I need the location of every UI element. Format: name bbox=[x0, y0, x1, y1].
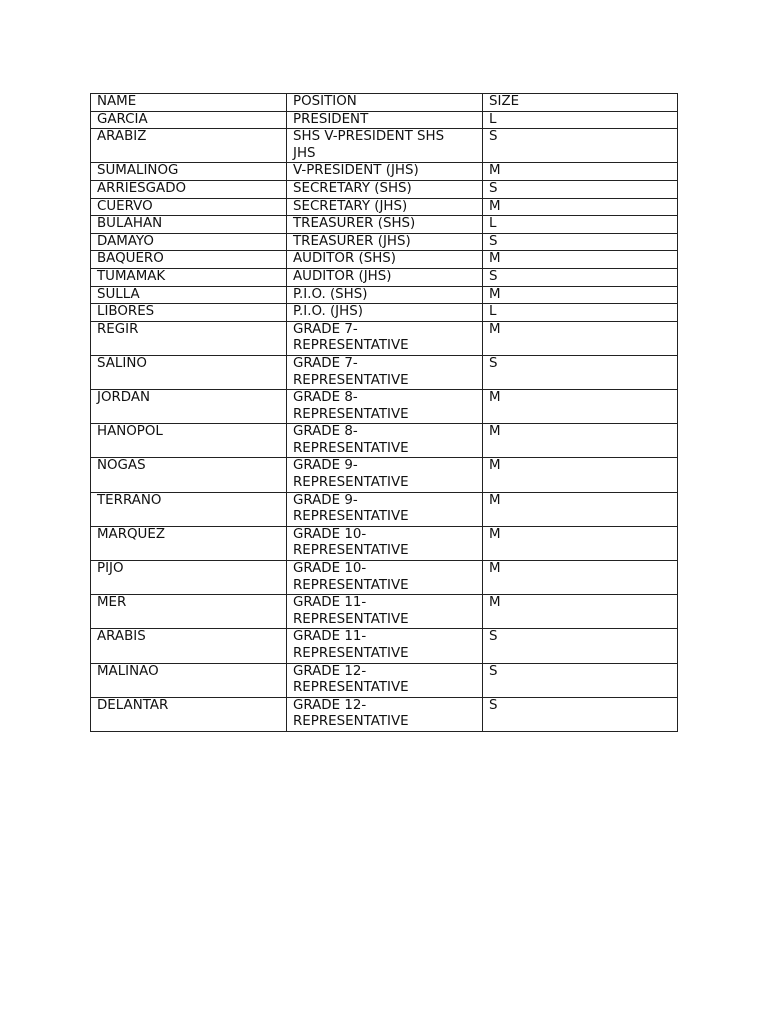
cell-name: REGIR bbox=[91, 321, 287, 355]
cell-size: M bbox=[483, 424, 678, 458]
table-row bbox=[91, 216, 678, 234]
table-row bbox=[91, 129, 678, 163]
cell-name: NOGAS bbox=[91, 458, 287, 492]
table-row bbox=[91, 663, 678, 697]
table-row bbox=[91, 268, 678, 286]
cell-name: LIBORES bbox=[91, 304, 287, 322]
cell-name: MER bbox=[91, 595, 287, 629]
cell-name: BULAHAN bbox=[91, 216, 287, 234]
cell-size: S bbox=[483, 697, 678, 731]
cell-position: GRADE 8- REPRESENTATIVE bbox=[287, 390, 483, 424]
cell-name: MARQUEZ bbox=[91, 526, 287, 560]
cell-name: MALINAO bbox=[91, 663, 287, 697]
cell-size: M bbox=[483, 390, 678, 424]
cell-name: TUMAMAK bbox=[91, 268, 287, 286]
cell-position: V-PRESIDENT (JHS) bbox=[287, 163, 483, 181]
cell-name: PIJO bbox=[91, 561, 287, 595]
cell-position: GRADE 10- REPRESENTATIVE bbox=[287, 561, 483, 595]
table-row bbox=[91, 198, 678, 216]
cell-position: P.I.O. (JHS) bbox=[287, 304, 483, 322]
cell-position: GRADE 12- REPRESENTATIVE bbox=[287, 697, 483, 731]
table-row bbox=[91, 233, 678, 251]
cell-position: GRADE 7- REPRESENTATIVE bbox=[287, 355, 483, 389]
cell-position: SHS V-PRESIDENT SHS JHS bbox=[287, 129, 483, 163]
table-row bbox=[91, 526, 678, 560]
cell-position: GRADE 9- REPRESENTATIVE bbox=[287, 458, 483, 492]
cell-position: GRADE 10- REPRESENTATIVE bbox=[287, 526, 483, 560]
header-position: POSITION bbox=[287, 94, 483, 112]
cell-size: M bbox=[483, 458, 678, 492]
table-row bbox=[91, 163, 678, 181]
cell-size: S bbox=[483, 129, 678, 163]
table-header-row bbox=[91, 94, 678, 112]
cell-position: GRADE 11- REPRESENTATIVE bbox=[287, 629, 483, 663]
table-row bbox=[91, 321, 678, 355]
cell-position: AUDITOR (SHS) bbox=[287, 251, 483, 269]
cell-size: L bbox=[483, 304, 678, 322]
cell-size: S bbox=[483, 663, 678, 697]
table-row bbox=[91, 111, 678, 129]
cell-size: M bbox=[483, 595, 678, 629]
cell-size: S bbox=[483, 233, 678, 251]
header-name: NAME bbox=[91, 94, 287, 112]
cell-size: L bbox=[483, 216, 678, 234]
cell-size: M bbox=[483, 321, 678, 355]
cell-name: ARABIZ bbox=[91, 129, 287, 163]
table-row bbox=[91, 180, 678, 198]
table-row bbox=[91, 286, 678, 304]
cell-size: M bbox=[483, 198, 678, 216]
cell-name: GARCIA bbox=[91, 111, 287, 129]
cell-name: TERRANO bbox=[91, 492, 287, 526]
cell-position: GRADE 11- REPRESENTATIVE bbox=[287, 595, 483, 629]
cell-position: SECRETARY (JHS) bbox=[287, 198, 483, 216]
table-row bbox=[91, 492, 678, 526]
cell-size: S bbox=[483, 629, 678, 663]
table-row bbox=[91, 424, 678, 458]
cell-size: L bbox=[483, 111, 678, 129]
cell-position: SECRETARY (SHS) bbox=[287, 180, 483, 198]
cell-size: M bbox=[483, 526, 678, 560]
cell-name: DELANTAR bbox=[91, 697, 287, 731]
cell-size: M bbox=[483, 163, 678, 181]
cell-position: GRADE 12- REPRESENTATIVE bbox=[287, 663, 483, 697]
cell-name: ARRIESGADO bbox=[91, 180, 287, 198]
cell-name: JORDAN bbox=[91, 390, 287, 424]
cell-size: M bbox=[483, 561, 678, 595]
cell-name: DAMAYO bbox=[91, 233, 287, 251]
table-row bbox=[91, 304, 678, 322]
cell-position: GRADE 9- REPRESENTATIVE bbox=[287, 492, 483, 526]
table-row bbox=[91, 458, 678, 492]
cell-name: SUMALINOG bbox=[91, 163, 287, 181]
cell-name: SULLA bbox=[91, 286, 287, 304]
cell-size: M bbox=[483, 492, 678, 526]
cell-position: PRESIDENT bbox=[287, 111, 483, 129]
cell-position: GRADE 8- REPRESENTATIVE bbox=[287, 424, 483, 458]
table-row bbox=[91, 629, 678, 663]
cell-size: S bbox=[483, 355, 678, 389]
cell-size: M bbox=[483, 286, 678, 304]
cell-position: GRADE 7- REPRESENTATIVE bbox=[287, 321, 483, 355]
officers-size-table bbox=[90, 93, 678, 732]
cell-position: TREASURER (SHS) bbox=[287, 216, 483, 234]
cell-size: S bbox=[483, 268, 678, 286]
header-size: SIZE bbox=[483, 94, 678, 112]
cell-position: TREASURER (JHS) bbox=[287, 233, 483, 251]
cell-size: M bbox=[483, 251, 678, 269]
cell-name: HANOPOL bbox=[91, 424, 287, 458]
cell-name: CUERVO bbox=[91, 198, 287, 216]
table-body bbox=[91, 111, 678, 731]
table-row bbox=[91, 251, 678, 269]
cell-name: SALINO bbox=[91, 355, 287, 389]
table-row bbox=[91, 595, 678, 629]
cell-size: S bbox=[483, 180, 678, 198]
table-row bbox=[91, 355, 678, 389]
cell-position: P.I.O. (SHS) bbox=[287, 286, 483, 304]
table-row bbox=[91, 697, 678, 731]
cell-position: AUDITOR (JHS) bbox=[287, 268, 483, 286]
cell-name: BAQUERO bbox=[91, 251, 287, 269]
cell-name: ARABIS bbox=[91, 629, 287, 663]
table-row bbox=[91, 561, 678, 595]
table-row bbox=[91, 390, 678, 424]
